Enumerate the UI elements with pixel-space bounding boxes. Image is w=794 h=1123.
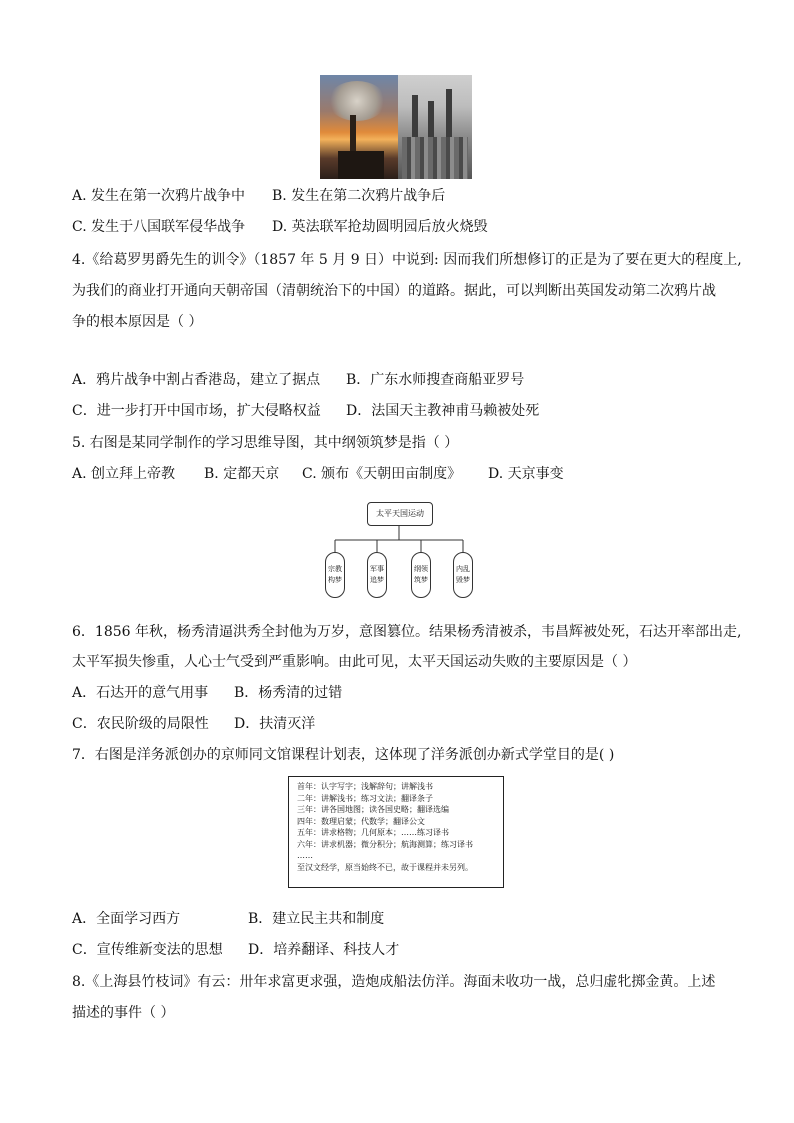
q7-stem: 7．右图是洋务派创办的京师同文馆课程计划表，这体现了洋务派创办新式学堂目的是( ) — [72, 747, 615, 763]
mindmap-root: 太平天国运动 — [367, 502, 433, 526]
ruins-photo — [398, 75, 472, 179]
q3-option-a: A. 发生在第一次鸦片战争中 — [72, 188, 246, 204]
q6-option-c: C．农民阶级的局限性 — [72, 716, 209, 732]
schedule-row: 至汉文经学，原当始终不已，故于课程并未另列。 — [297, 862, 473, 872]
q3-option-d: D. 英法联军抢劫圆明园后放火烧毁 — [272, 219, 488, 235]
schedule-row: 五年：讲求格物；几何原本；……练习译书 — [297, 828, 449, 837]
mindmap-node-program: 纲领筑梦 — [411, 552, 431, 598]
q4-option-d: D．法国天主教神甫马赖被处死 — [346, 403, 540, 419]
question-image-fire-and-ruins — [320, 75, 472, 179]
q5-option-c: C. 颁布《天朝田亩制度》 — [302, 466, 462, 482]
schedule-row: 二年：讲解浅书；练习文法；翻译条子 — [297, 793, 433, 803]
q4-stem-line-3: 争的根本原因是（ ） — [72, 314, 203, 330]
burning-building-photo — [320, 75, 398, 179]
q4-option-c: C．进一步打开中国市场，扩大侵略权益 — [72, 403, 321, 419]
mindmap-diagram — [315, 502, 485, 602]
q6-option-d: D．扶清灭洋 — [234, 716, 316, 732]
q8-stem-line-2: 描述的事件（ ） — [72, 1005, 175, 1021]
q3-option-c: C. 发生于八国联军侵华战争 — [72, 219, 246, 235]
q7-option-c: C．宣传维新变法的思想 — [72, 942, 223, 958]
q4-option-a: A．鸦片战争中割占香港岛，建立了据点 — [72, 372, 321, 388]
schedule-row: 首年：认字写字；浅解辞句；讲解浅书 — [297, 782, 433, 791]
schedule-row: 四年：数理启蒙；代数学；翻译公文 — [297, 816, 425, 826]
course-schedule-table — [288, 776, 504, 888]
q5-option-d: D. 天京事变 — [488, 466, 564, 482]
mindmap-node-military: 军事追梦 — [367, 552, 387, 598]
q5-option-b: B. 定都天京 — [204, 466, 280, 482]
q3-option-b: B. 发生在第二次鸦片战争后 — [272, 188, 446, 204]
q4-option-b: B．广东水师搜查商船亚罗号 — [346, 372, 525, 388]
mindmap-node-infighting: 内乱毁梦 — [453, 552, 473, 598]
schedule-row: 六年：讲求机器；微分积分；航海测算；练习译书 — [297, 839, 473, 849]
q6-stem-line-1: 6．1856 年秋，杨秀清逼洪秀全封他为万岁，意图篡位。结果杨秀清被杀，韦昌辉被处死，石达开率部出走, — [72, 624, 742, 640]
q5-option-a: A. 创立拜上帝教 — [72, 466, 176, 482]
mindmap-node-religion: 宗教构梦 — [325, 552, 345, 598]
schedule-row: 三年：讲各国地图；读各国史略；翻译选编 — [297, 805, 449, 814]
q7-option-a: A．全面学习西方 — [72, 911, 181, 927]
q8-stem-line-1: 8.《上海县竹枝词》有云：卅年求富更求强，造炮成船法仿洋。海面未收功一战，总归虚牝掷金黄。上述 — [72, 974, 716, 990]
q6-option-b: B．杨秀清的过错 — [234, 685, 343, 701]
q5-stem: 5. 右图是某同学制作的学习思维导图，其中纲领筑梦是指（ ） — [72, 435, 459, 451]
q6-stem-line-2: 太平军损失惨重，人心士气受到严重影响。由此可见，太平天国运动失败的主要原因是（ ） — [72, 654, 637, 670]
q4-stem-line-1: 4.《给葛罗男爵先生的训令》（1857 年 5 月 9 日）中说到: 因而我们所想修订的正是为了要在更大的程度上, — [72, 252, 742, 268]
q6-option-a: A．石达开的意气用事 — [72, 685, 209, 701]
schedule-row: …… — [297, 851, 313, 860]
q4-stem-line-2: 为我们的商业打开通向天朝帝国（清朝统治下的中国）的道路。据此，可以判断出英国发动第二次鸦片战 — [72, 283, 716, 299]
q7-option-d: D．培养翻译、科技人才 — [248, 942, 400, 958]
q7-option-b: B．建立民主共和制度 — [248, 911, 385, 927]
